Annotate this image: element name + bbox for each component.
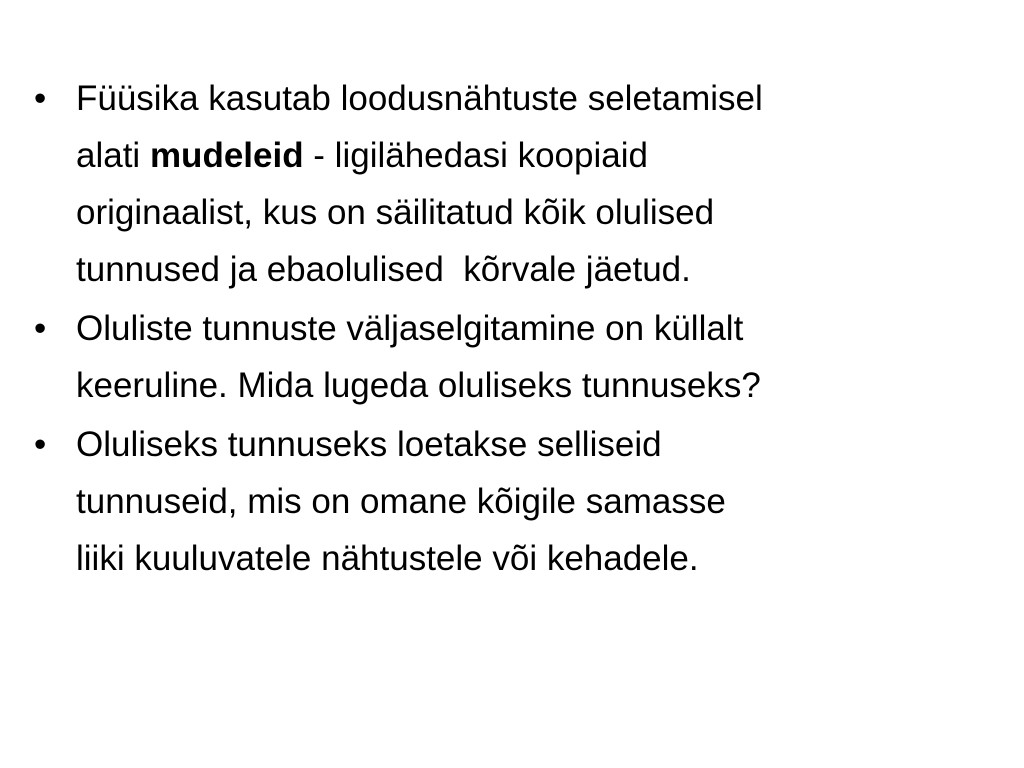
bullet-3-line-2: tunnuseid, mis on omane kõigile samasse bbox=[76, 482, 726, 521]
bullet-2-line-2: keeruline. Mida lugeda oluliseks tunnuseks? bbox=[76, 366, 761, 405]
bullet-3-line-1: Oluliseks tunnuseks loetakse selliseid bbox=[76, 425, 662, 464]
bullet-item-2 bbox=[30, 300, 990, 414]
bullet-icon: • bbox=[34, 425, 47, 464]
bullet-1-line-2-after: - ligilähedasi koopiaid bbox=[303, 136, 648, 175]
bullet-icon: • bbox=[34, 309, 47, 348]
bullet-1-line-3: originaalist, kus on säilitatud kõik olulised bbox=[76, 193, 715, 232]
bullet-item-3 bbox=[30, 416, 990, 587]
bold-term-mudeleid: mudeleid bbox=[149, 136, 304, 175]
bullet-1-line-2-before: alati bbox=[76, 136, 150, 175]
bullet-1-line-2 bbox=[76, 127, 990, 184]
bullet-1-line-4: tunnused ja ebaolulised kõrvale jäetud. bbox=[76, 250, 691, 289]
bullet-icon: • bbox=[34, 79, 47, 118]
bullet-3-line-3: liiki kuuluvatele nähtustele või kehadele. bbox=[76, 539, 699, 578]
bullet-2-line-1: Oluliste tunnuste väljaselgitamine on küllalt bbox=[76, 309, 744, 348]
bullet-item-1 bbox=[30, 70, 990, 298]
bullet-list bbox=[30, 70, 990, 589]
bullet-1-line-1: Füüsika kasutab loodusnähtuste seletamisel bbox=[76, 79, 763, 118]
